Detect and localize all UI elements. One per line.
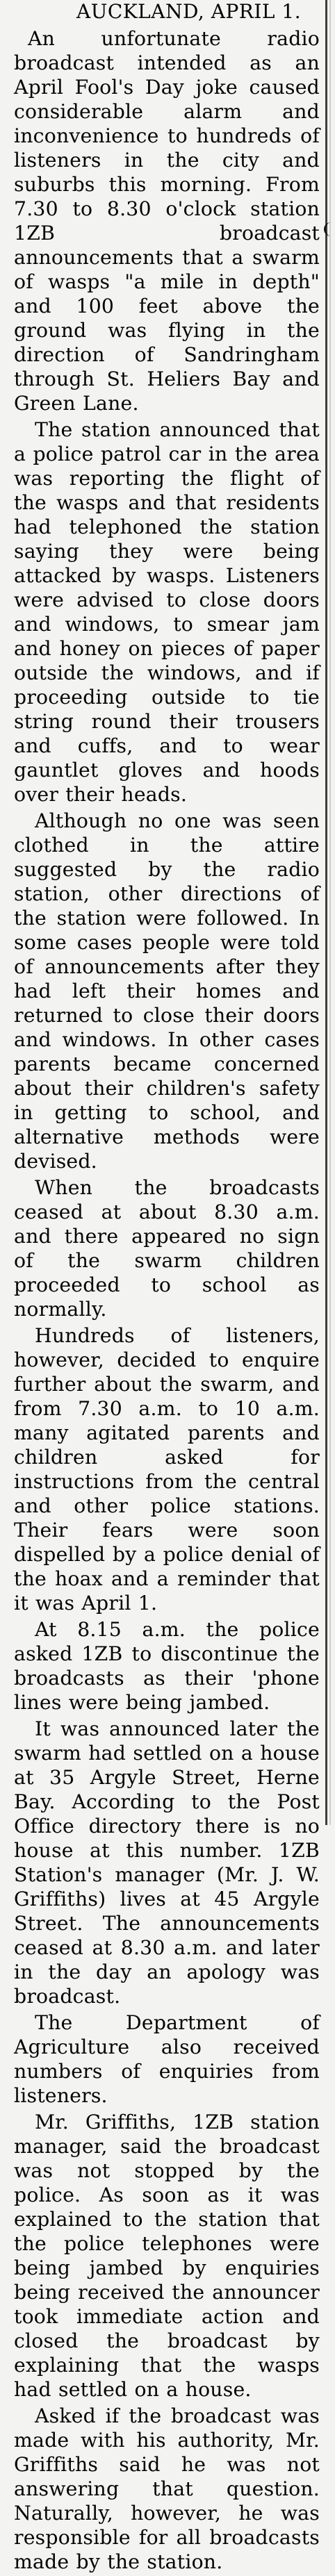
article-paragraph-8: The Department of Agriculture also received numbers of enquiries from listeners. <box>14 2011 320 2107</box>
article-paragraph-4: When the broadcasts ceased at about 8.30 a.m. and there appeared no sign of the swarm children proceeded to school as normally. <box>14 1176 320 1321</box>
article-paragraph-2: The station announced that a police patrol car in the area was reporting the flight of the wasps and that residents had telephoned the station saying they were being attacked by wasps. Listeners were advised to close doors and windows, to smear jam and honey on pieces of paper outside the windows, and if proceeding outside to tie string round their trousers and cuffs, and to wear gauntlet gloves and hoods over their heads. <box>14 418 320 806</box>
article-paragraph-6: At 8.15 a.m. the police asked 1ZB to discontinue the broadcasts as their 'phone lines were being jambed. <box>14 1618 320 1714</box>
dateline: AUCKLAND, APRIL 1. <box>76 0 302 23</box>
column-rule-shadow <box>329 0 331 1825</box>
article-paragraph-5: Hundreds of listeners, however, decided to enquire further about the swarm, and from 7.30 a.m. to 10 a.m. many agitated parents and children asked for instructions from the central and other police stations. Their fears were soon dispelled by a police denial of the hoax and a reminder that it was April 1. <box>14 1324 320 1615</box>
article-paragraph-7: It was announced later the swarm had settled on a house at 35 Argyle Street, Herne Bay. According to the Post Office directory there is no house at this number. 1ZB Station's manager (Mr. J. W. Griffiths) lives at 45 Argyle Street. The announcements ceased at 8.30 a.m. and later in the day an apology was broadcast. <box>14 1717 320 2008</box>
article-paragraph-3: Although no one was seen clothed in the attire suggested by the radio station, other directions of the station were followed. In some cases people were told of announcements after they had left their homes and returned to close their doors and windows. In other cases parents became concerned about their children's safety in getting to school, and alternative methods were devised. <box>14 809 320 1173</box>
article-paragraph-1: An unfortunate radio broadcast intended as an April Fool's Day joke caused considerable alarm and inconvenience to hundreds of listeners in the city and suburbs this morning. From 7.30 to 8.30 o'clock station 1ZB broadcast announcements that a swarm of wasps "a mile in depth" and 100 feet above the ground was flying in the direction of Sandringham through St. Heliers Bay and Green Lane. <box>14 27 320 415</box>
article-paragraph-10: Asked if the broadcast was made with his authority, Mr. Griffiths said he was not answering that question. Naturally, however, he was responsible for all broadcasts made by the station. <box>14 2404 320 2573</box>
fold-mark <box>324 222 334 236</box>
article-paragraph-9: Mr. Griffiths, 1ZB station manager, said the broadcast was not stopped by the police. As soon as it was explained to the station that the police telephones were being jambed by enquiries being received the announcer took immediate action and closed the broadcast by explaining that the wasps had settled on a house. <box>14 2111 320 2401</box>
column-rule <box>325 0 327 1825</box>
article-column <box>14 0 320 2576</box>
